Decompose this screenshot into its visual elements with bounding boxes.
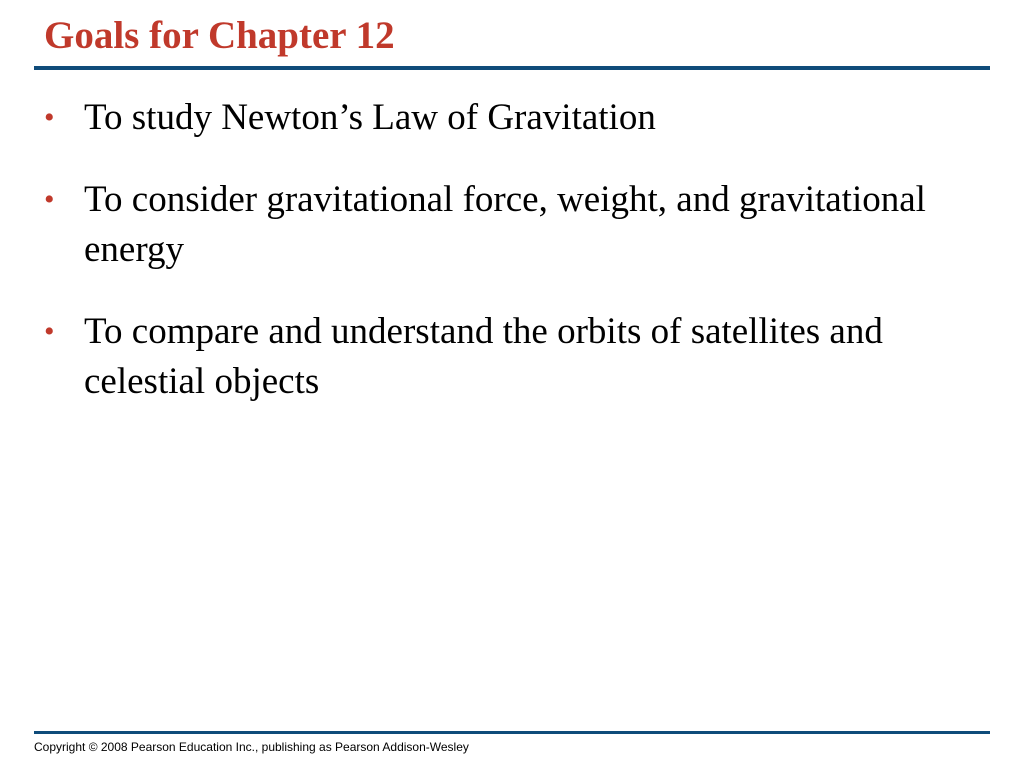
bullet-item xyxy=(44,307,964,407)
footer-divider xyxy=(34,731,990,734)
bullet-item xyxy=(44,175,964,275)
bullet-list xyxy=(44,93,964,439)
bullet-dot-icon: • xyxy=(44,183,55,216)
bullet-text: To compare and understand the orbits of satellites and celestial objects xyxy=(84,311,883,402)
bullet-dot-icon: • xyxy=(44,315,55,348)
bullet-dot-icon: • xyxy=(44,101,55,134)
slide-title: Goals for Chapter 12 xyxy=(44,14,395,57)
copyright-footer: Copyright © 2008 Pearson Education Inc., publishing as Pearson Addison-Wesley xyxy=(34,740,469,754)
bullet-text: To study Newton’s Law of Gravitation xyxy=(84,97,656,138)
bullet-text: To consider gravitational force, weight, and gravitational energy xyxy=(84,179,926,270)
bullet-item xyxy=(44,93,964,143)
title-divider xyxy=(34,66,990,70)
